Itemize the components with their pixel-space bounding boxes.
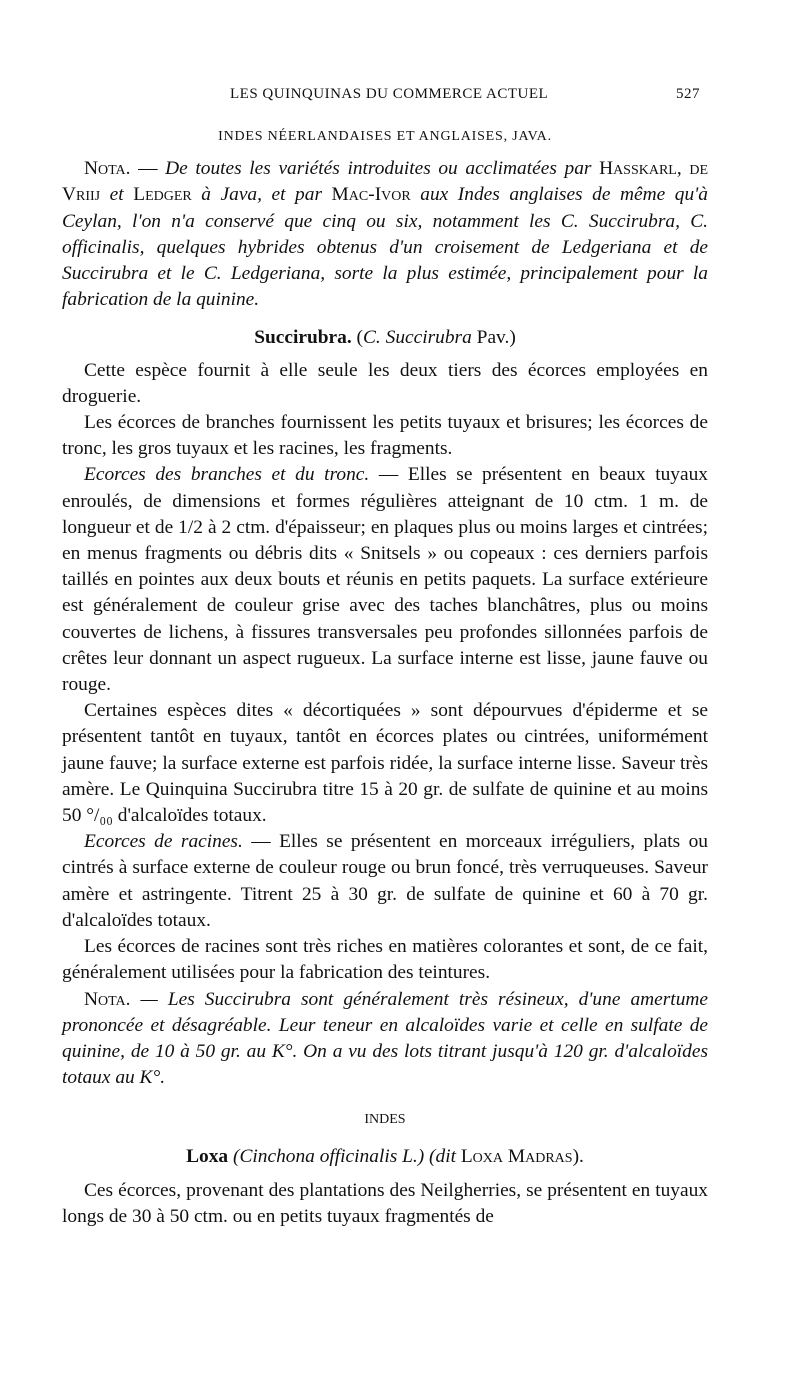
paragraph-2: Les écorces de branches fournissent les petits tuyaux et brisures; les écorces de tronc, les gros tuyaux et les racines, les fragments. <box>62 412 708 460</box>
running-head <box>0 86 800 110</box>
dash: — <box>130 158 166 180</box>
section-heading: INDES NÉERLANDAISES ET ANGLAISES, JAVA. <box>218 129 552 144</box>
nota-text: — Les Succirubra sont généralement très résineux, d'une amertume prononcée et désagréable. Leur teneur en alcaloïdes varie et celle en sulfate de quinine, de 10 à 50 gr. au K°. On a vu des lots titrant jusqu'à 120 gr. d'alcaloïdes totaux au K°. <box>62 988 708 1089</box>
body-text <box>62 122 708 1230</box>
species-latin: C. Succirubra <box>363 327 472 349</box>
author-mac-ivor: Mac-Ivor <box>331 184 411 206</box>
species-name: Loxa <box>186 1145 229 1167</box>
paren-close: ). <box>572 1145 584 1167</box>
loxa-heading <box>62 1144 708 1170</box>
paragraph-7: Ces écorces, provenant des plantations des Neilgherries, se présentent en tuyaux longs de 30 à 50 ctm. ou en petits tuyaux fragmentés de <box>62 1179 708 1227</box>
nota-text-part: aux Indes anglaises de même qu'à Ceylan, l'on n'a conservé que cinq ou six, notamment les C. Succirubra, C. officinalis, quelques hybrides obtenus d'un croisement de Ledgeriana et de Succirubra et le C. Ledgeriana, sorte la plus estimée, principalement pour la fabrication de la quinine. <box>62 184 708 311</box>
species-name: Succirubra. <box>254 327 352 349</box>
nota-paragraph-1 <box>62 156 708 313</box>
paragraph-1: Cette espèce fournit à elle seule les deux tiers des écorces employées en droguerie. <box>62 359 708 407</box>
separator: , <box>676 158 690 180</box>
nota-paragraph-2 <box>62 987 708 1092</box>
nota-text-part: et <box>100 184 134 206</box>
page-number: 527 <box>676 86 700 102</box>
succirubra-heading <box>62 325 708 351</box>
author-hasskarl: Hasskarl <box>599 158 677 180</box>
paragraph-body: — Elles se présentent en morceaux irréguliers, plats ou cintrés à surface externe de couleur rouge ou brun foncé, très verruqueuses. Saveur amère et astringente. Titrent 25 à 30 gr. de sulfate de quinine et 60 à 70 gr. d'alcaloïdes totaux. <box>62 831 708 931</box>
paren: ( <box>351 327 363 349</box>
paragraph-4: Certaines espèces dites « décortiquées » sont dépourvues d'épiderme et se présentent tantôt en tuyaux, tantôt en écorces plates ou cintrées, uniformément jaune fauve; la surface externe est parfois ridée, la surface interne lisse. Saveur très amère. Le Quinquina Succirubra titre 15 à 20 gr. de sulfate de quinine et au moins 50 °/₀₀ d'alcaloïdes totaux. <box>62 700 708 827</box>
paragraph-5 <box>62 829 708 934</box>
paragraph-body: — Elles se présentent en beaux tuyaux enroulés, de dimensions et formes régulières atteignant de 10 ctm. 1 m. de longueur et de 1/2 à 2 ctm. d'épaisseur; en plaques plus ou moins larges et cintrées; en menus fragments ou débris dits « Snitsels » ou copeaux : ces derniers parfois taillés en pointes aux deux bouts et réunis en petits paquets. La surface extérieure est généralement de couleur grise avec des taches blanchâtres, plus ou moins couvertes de lichens, à fissures transversales peu profondes sillonnées parfois de crêtes leur donnant un aspect rugueux. La surface interne est lisse, jaune fauve ou rouge. <box>62 464 708 696</box>
species-author: Pav.) <box>471 327 516 349</box>
author-ledger: Ledger <box>133 184 192 206</box>
paragraph-3 <box>62 462 708 698</box>
region-heading: INDES <box>364 1112 406 1128</box>
author-de-vriij: de Vriij <box>62 158 708 206</box>
paragraph-lead: Ecorces des branches et du tronc. <box>84 464 370 486</box>
nota-label: Nota. <box>84 988 131 1010</box>
species-latin: (Cinchona officinalis L.) (dit <box>228 1145 461 1167</box>
nota-text-part: De toutes les variétés introduites ou acclimatées par <box>165 158 600 180</box>
paragraph-lead: Ecorces de racines. <box>84 831 243 853</box>
nota-text-part: à Java, et par <box>191 184 332 206</box>
running-title: LES QUINQUINAS DU COMMERCE ACTUEL <box>230 86 549 102</box>
species-alias: Loxa Madras <box>460 1145 573 1167</box>
nota-label: Nota. <box>84 158 131 180</box>
paragraph-6: Les écorces de racines sont très riches en matières colorantes et sont, de ce fait, généralement utilisées pour la fabrication des teintures. <box>62 936 708 984</box>
